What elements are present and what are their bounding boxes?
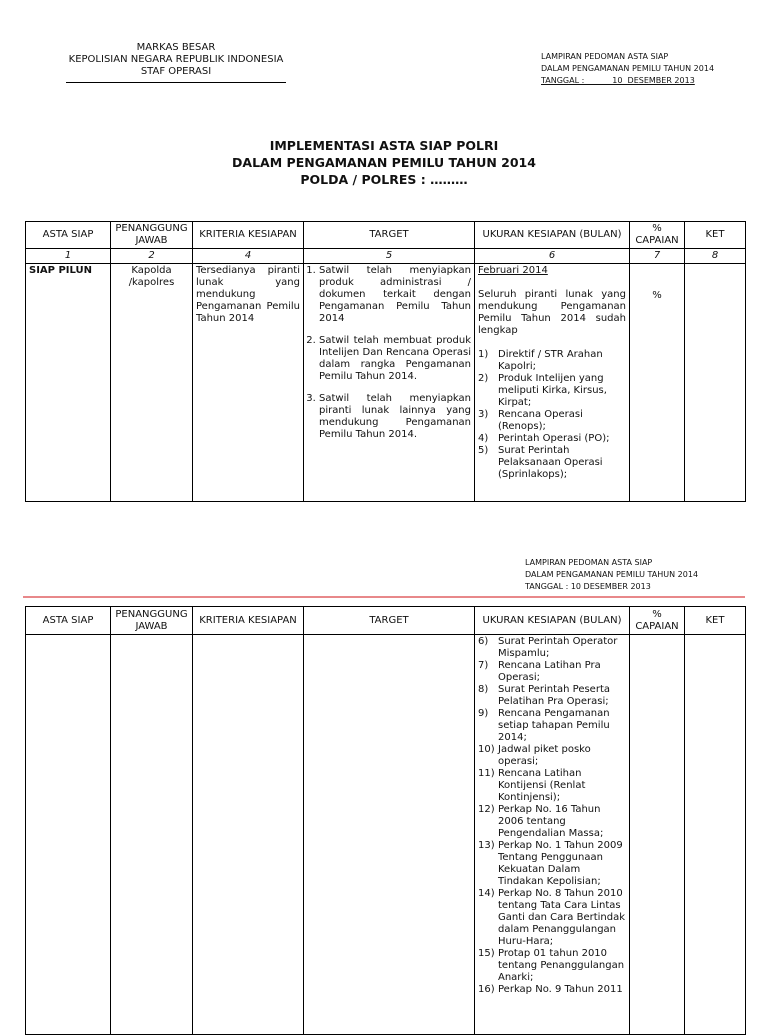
- attachment-header-page-2: [525, 557, 698, 593]
- col-header-ket: KET: [685, 607, 746, 635]
- target-item: 3. Satwil telah menyiapkan piranti lunak lainnya yang mendukung Pengamanan Pemilu Tahun 2014.: [319, 393, 471, 441]
- list-item: 7) Rencana Latihan Pra Operasi;: [478, 660, 601, 683]
- col-number: 7: [630, 249, 685, 264]
- col-number: 6: [475, 249, 630, 264]
- col-header-penanggung-jawab: PENANGGUNG JAWAB: [111, 607, 193, 635]
- col-header-target: TARGET: [304, 607, 475, 635]
- list-item: 16) Perkap No. 9 Tahun 2011: [478, 984, 623, 995]
- cell-capaian: [630, 635, 685, 1035]
- list-item: 10) Jadwal piket posko operasi;: [478, 744, 591, 767]
- cell-asta-siap: SIAP PILUN: [26, 264, 111, 502]
- readiness-table-page-1: [25, 221, 746, 502]
- attachment-header: [541, 51, 714, 87]
- letterhead-line-1: MARKAS BESAR: [136, 42, 216, 53]
- letterhead-rule: [66, 82, 286, 83]
- col-header-target: TARGET: [304, 222, 475, 249]
- list-item: 14) Perkap No. 8 Tahun 2010 tentang Tata Cara Lintas Ganti dan Cara Bertindak dalam Penanggulangan Huru-Hara;: [478, 888, 626, 947]
- ukuran-month: Februari 2014: [478, 265, 548, 276]
- table-row: [26, 264, 746, 502]
- table-header-row: [26, 607, 746, 635]
- col-header-kriteria: KRITERIA KESIAPAN: [193, 607, 304, 635]
- column-number-row: [26, 249, 746, 264]
- cell-ket: [685, 635, 746, 1035]
- col-header-penanggung-jawab: PENANGGUNG JAWAB: [111, 222, 193, 249]
- cell-target: [304, 635, 475, 1035]
- col-header-capaian: % CAPAIAN: [630, 607, 685, 635]
- list-item: 5) Surat Perintah Pelaksanaan Operasi (Sprinlakops);: [478, 445, 603, 480]
- list-item: 11) Rencana Latihan Kontijensi (Renlat Kontinjensi);: [478, 768, 586, 803]
- table-row: [26, 635, 746, 1035]
- list-item: 6) Surat Perintah Operator Mispamlu;: [478, 636, 618, 659]
- list-item: 9) Rencana Pengamanan setiap tahapan Pemilu 2014;: [478, 708, 610, 743]
- cell-kriteria: Tersedianya piranti lunak yang mendukung Pengamanan Pemilu Tahun 2014: [193, 264, 304, 502]
- list-item: 12) Perkap No. 16 Tahun 2006 tentang Pengendalian Massa;: [478, 804, 604, 839]
- list-item: 2) Produk Intelijen yang meliputi Kirka, Kirsus, Kirpat;: [478, 373, 607, 408]
- cell-ukuran: [475, 635, 630, 1035]
- list-item: 15) Protap 01 tahun 2010 tentang Penanggulangan Anarki;: [478, 948, 625, 983]
- target-list: [307, 265, 471, 441]
- ukuran-summary: Seluruh piranti lunak yang mendukung Pengamanan Pemilu Tahun 2014 sudah lengkap: [478, 289, 626, 336]
- title-line-1: IMPLEMENTASI ASTA SIAP POLRI: [269, 138, 499, 153]
- list-item: 3) Rencana Operasi (Renops);: [478, 409, 583, 432]
- col-header-capaian: % CAPAIAN: [630, 222, 685, 249]
- attachment-line-1: LAMPIRAN PEDOMAN ASTA SIAP: [525, 558, 653, 567]
- attachment-line-2: DALAM PENGAMANAN PEMILU TAHUN 2014: [525, 570, 699, 579]
- letterhead: [66, 42, 286, 83]
- cell-kriteria: [193, 635, 304, 1035]
- col-number: 4: [193, 249, 304, 264]
- readiness-table-page-2: [25, 606, 746, 1035]
- cell-asta-siap: [26, 635, 111, 1035]
- cell-ukuran: [475, 264, 630, 502]
- cell-capaian: %: [630, 264, 685, 502]
- target-item: 2. Satwil telah membuat produk Intelijen Dan Rencana Operasi dalam rangka Pengamanan Pemilu Tahun 2014.: [319, 335, 471, 383]
- cell-penanggung-jawab: [111, 635, 193, 1035]
- cell-ket: [685, 264, 746, 502]
- attachment-line-1: LAMPIRAN PEDOMAN ASTA SIAP: [541, 52, 669, 61]
- col-number: 8: [685, 249, 746, 264]
- letterhead-line-3: STAF OPERASI: [140, 66, 212, 77]
- list-item: 1) Direktif / STR Arahan Kapolri;: [478, 349, 603, 372]
- list-item: 4) Perintah Operasi (PO);: [478, 433, 610, 444]
- page-separator-line: [23, 596, 745, 598]
- col-header-asta-siap: ASTA SIAP: [26, 222, 111, 249]
- table-header-row: [26, 222, 746, 249]
- col-header-ukuran: UKURAN KESIAPAN (BULAN): [475, 222, 630, 249]
- title-line-2: DALAM PENGAMANAN PEMILU TAHUN 2014: [232, 155, 536, 170]
- attachment-date: TANGGAL : 10 DESEMBER 2013: [541, 76, 695, 85]
- list-item: 13) Perkap No. 1 Tahun 2009 Tentang Penggunaan Kekuatan Dalam Tindakan Kepolisian;: [478, 840, 623, 887]
- target-item: 1. Satwil telah menyiapkan produk administrasi / dokumen terkait dengan Pengamanan Pemilu Tahun 2014: [319, 265, 471, 325]
- col-number: 1: [26, 249, 111, 264]
- col-header-ket: KET: [685, 222, 746, 249]
- ukuran-list-continued: [478, 636, 626, 996]
- attachment-date: TANGGAL : 10 DESEMBER 2013: [525, 582, 651, 591]
- letterhead-line-2: KEPOLISIAN NEGARA REPUBLIK INDONESIA: [68, 54, 284, 65]
- col-header-kriteria: KRITERIA KESIAPAN: [193, 222, 304, 249]
- title-line-3: POLDA / POLRES : ………: [300, 172, 468, 187]
- ukuran-list: [478, 349, 626, 481]
- document-title: [0, 137, 768, 188]
- col-header-asta-siap: ASTA SIAP: [26, 607, 111, 635]
- cell-penanggung-jawab: Kapolda /kapolres: [111, 264, 193, 502]
- col-header-ukuran: UKURAN KESIAPAN (BULAN): [475, 607, 630, 635]
- list-item: 8) Surat Perintah Peserta Pelatihan Pra Operasi;: [478, 684, 610, 707]
- col-number: 2: [111, 249, 193, 264]
- cell-target: [304, 264, 475, 502]
- attachment-line-2: DALAM PENGAMANAN PEMILU TAHUN 2014: [541, 64, 715, 73]
- col-number: 5: [304, 249, 475, 264]
